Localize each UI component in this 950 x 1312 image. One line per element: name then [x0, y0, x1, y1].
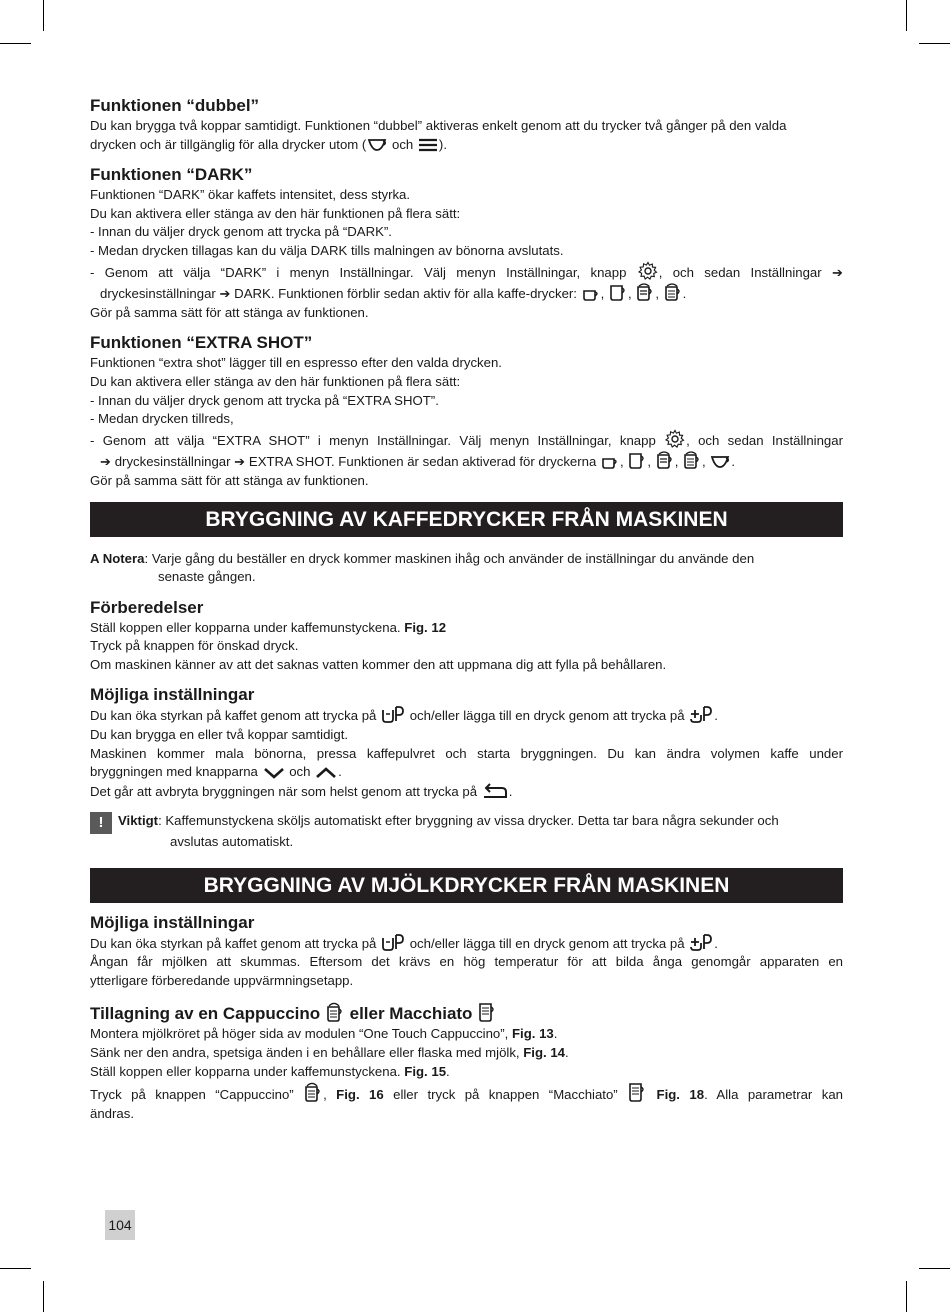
text: .	[731, 454, 736, 470]
text: Du kan öka styrkan på kaffet genom att trycka på	[90, 708, 381, 724]
coffee-pot-icon	[683, 450, 701, 470]
strength-icon	[381, 706, 405, 724]
text: eller tryck på knappen “Macchiato”	[383, 1087, 628, 1103]
coffee-cup-icon	[628, 452, 646, 470]
text: - Genom att välja “DARK” i menyn Inställningar. Välj menyn Inställningar, knapp	[90, 264, 627, 280]
list-item-continued	[90, 282, 843, 304]
text	[647, 1087, 656, 1102]
text: ,	[674, 454, 679, 470]
long-coffee-icon	[656, 450, 674, 470]
note-text-continued: senaste gången.	[158, 569, 256, 585]
crop-mark	[919, 1268, 950, 1269]
list-item: - Innan du väljer dryck genom att trycka på “EXTRA SHOT”.	[90, 392, 439, 408]
text: ,	[655, 286, 659, 302]
figure-ref: Fig. 12	[404, 619, 447, 635]
section-dark	[90, 165, 843, 322]
gear-icon	[665, 429, 685, 449]
text: , och sedan Inställningar ➔	[658, 264, 844, 280]
figure-ref: Fig. 15	[404, 1063, 447, 1079]
paragraph: Om maskinen känner av att det saknas vatten kommer den att uppmana dig att fylla på behållaren.	[90, 656, 667, 672]
text: .	[553, 1026, 558, 1042]
text: Tillagning av en Cappuccino	[90, 1004, 325, 1024]
macchiato-icon	[628, 1081, 646, 1103]
warning-label: Viktigt	[118, 813, 159, 829]
section-title: Funktionen “DARK”	[90, 165, 253, 185]
text: :	[158, 813, 166, 829]
section-extra-shot	[90, 333, 843, 490]
list-item: - Medan drycken tillagas kan du välja DARK tills malningen av bönorna avslutats.	[90, 242, 564, 258]
text: Ställ koppen eller kopparna under kaffemunstyckena.	[90, 619, 405, 635]
crop-mark	[0, 1268, 31, 1269]
section-forberedelser	[90, 598, 843, 675]
section-title: Möjliga inställningar	[90, 685, 255, 705]
back-arrow-icon	[482, 782, 508, 800]
text: bryggningen med knapparna	[90, 764, 262, 780]
paragraph	[90, 763, 843, 782]
paragraph	[90, 1081, 843, 1105]
text: .	[446, 1063, 450, 1079]
cappuccino-icon	[304, 1081, 322, 1103]
text: .	[714, 935, 718, 951]
long-coffee-icon	[636, 282, 654, 302]
section-mojliga-installningar-milk	[90, 913, 843, 991]
text: eller Macchiato	[344, 1004, 478, 1024]
text: ,	[702, 454, 706, 470]
warning-row	[118, 812, 843, 831]
text: ,	[647, 454, 652, 470]
figure-ref: Fig. 13	[511, 1026, 554, 1042]
paragraph: Funktionen “DARK” ökar kaffets intensitet, dess styrka.	[90, 187, 411, 203]
macchiato-icon	[478, 1001, 496, 1023]
crop-mark	[906, 1281, 907, 1312]
paragraph	[90, 1025, 843, 1044]
paragraph: Du kan aktivera eller stänga av den här funktionen på flera sätt:	[90, 373, 461, 389]
section-title: Funktionen “dubbel”	[90, 96, 260, 115]
paragraph: Tryck på knappen för önskad dryck.	[90, 638, 299, 654]
paragraph: Gör på samma sätt för att stänga av funktionen.	[90, 472, 369, 488]
warning-text: Kaffemunstyckena sköljs automatiskt efter bryggning av vissa drycker. Detta tar bara några sekunder och	[165, 813, 779, 829]
text: . Alla parametrar kan	[704, 1087, 843, 1103]
text: ).	[438, 136, 447, 152]
figure-ref: Fig. 16	[336, 1087, 384, 1103]
espresso-icon	[601, 454, 619, 470]
warning-body	[118, 812, 843, 851]
text: och	[285, 764, 315, 780]
text: Det går att avbryta bryggningen när som helst genom att trycka på	[90, 783, 481, 799]
text: Montera mjölkröret på höger sida av modulen “One Touch Cappuccino”,	[90, 1026, 512, 1042]
espresso-icon	[582, 286, 600, 302]
text: .	[714, 708, 718, 724]
text: och/eller lägga till en dryck genom att trycka på	[406, 708, 689, 724]
warning-note	[90, 812, 843, 851]
paragraph	[90, 782, 843, 802]
text: , och sedan Inställningar	[686, 432, 843, 448]
paragraph: Du kan brygga en eller två koppar samtidigt.	[90, 727, 349, 743]
paragraph	[90, 619, 843, 638]
paragraph	[90, 1063, 843, 1082]
text: Sänk ner den andra, spetsiga änden i en behållare eller flaska med mjölk,	[90, 1045, 524, 1060]
figure-ref: Fig. 14	[523, 1045, 566, 1060]
paragraph	[90, 706, 843, 726]
paragraph: Du kan brygga två koppar samtidigt. Funktionen “dubbel” aktiveras enkelt genom att du trycker två gånger på den valda	[90, 118, 787, 133]
coffee-pot-icon	[664, 282, 682, 302]
paragraph: Gör på samma sätt för att stänga av funktionen.	[90, 304, 369, 320]
text: ,	[323, 1087, 337, 1103]
text: .	[338, 764, 342, 780]
text: - Genom att välja “EXTRA SHOT” i menyn Inställningar. Välj menyn Inställningar, knapp	[90, 432, 656, 448]
section-dubbel	[90, 96, 843, 154]
text: och/eller lägga till en dryck genom att trycka på	[406, 935, 689, 951]
section-banner: BRYGGNING AV MJÖLKDRYCKER FRÅN MASKINEN	[90, 868, 843, 903]
text: .	[565, 1045, 569, 1060]
list-item-continued	[90, 450, 843, 472]
paragraph	[90, 136, 843, 155]
paragraph: ytterligare förberedande uppvärmningsetapp.	[90, 972, 354, 988]
text: :	[144, 550, 152, 566]
crop-mark	[43, 0, 44, 31]
text: .	[682, 286, 687, 302]
crop-mark	[906, 0, 907, 31]
text: och	[388, 136, 417, 152]
warning-icon: !	[90, 812, 112, 834]
cup-wide-icon	[710, 454, 730, 470]
section-title: Möjliga inställningar	[90, 912, 255, 932]
cappuccino-icon	[326, 1001, 344, 1023]
text: ,	[620, 454, 624, 470]
text: .	[508, 783, 513, 799]
chevron-up-icon	[315, 766, 337, 780]
gear-icon	[638, 261, 658, 281]
menu-lines-icon	[418, 137, 438, 153]
chevron-down-icon	[263, 766, 285, 780]
add-shot-icon	[689, 706, 713, 724]
note-label: A Notera	[90, 550, 145, 566]
list-item: - Innan du väljer dryck genom att trycka på “DARK”.	[90, 224, 392, 240]
page-content	[90, 96, 843, 1134]
paragraph: ändras.	[90, 1105, 134, 1121]
list-item: - Medan drycken tillreds,	[90, 411, 234, 427]
text: ,	[600, 286, 605, 302]
note-text: Varje gång du beställer en dryck kommer maskinen ihåg och använder de inställningar du använde den	[151, 550, 755, 566]
section-title: Funktionen “EXTRA SHOT”	[90, 333, 313, 353]
section-title: Förberedelser	[90, 597, 204, 617]
paragraph	[90, 934, 843, 954]
paragraph: Ångan får mjölken att skummas. Eftersom det krävs en hög temperatur för att bilda ånga genomgår apparaten en	[90, 954, 843, 970]
text: dryckesinställningar ➔ DARK. Funktionen förblir sedan aktiv för alla kaffe-drycker:	[100, 286, 577, 302]
page-number: 104	[105, 1210, 135, 1240]
text: ,	[627, 286, 632, 302]
warning-text-continued: avslutas automatiskt.	[170, 834, 294, 850]
list-item	[90, 261, 843, 283]
figure-ref: Fig. 18	[656, 1087, 705, 1103]
text: ➔ dryckesinställningar ➔ EXTRA SHOT. Funktionen är sedan aktiverad för dryckerna	[100, 454, 597, 470]
text: Tryck på knappen “Cappuccino”	[90, 1087, 304, 1103]
coffee-cup-icon	[609, 284, 627, 302]
section-banner: BRYGGNING AV KAFFEDRYCKER FRÅN MASKINEN	[90, 502, 843, 537]
paragraph: Maskinen kommer mala bönorna, pressa kaffepulvret och starta bryggningen. Du kan ändra volymen kaffe under	[90, 745, 843, 761]
paragraph: Funktionen “extra shot” lägger till en espresso efter den valda drycken.	[90, 355, 502, 371]
cup-wide-icon	[367, 137, 387, 153]
text: drycken och är tillgänglig för alla drycker utom (	[90, 136, 367, 152]
paragraph	[90, 1044, 843, 1063]
section-mojliga-installningar	[90, 685, 843, 801]
paragraph: Du kan aktivera eller stänga av den här funktionen på flera sätt:	[90, 205, 461, 221]
text: Du kan öka styrkan på kaffet genom att trycka på	[90, 935, 381, 951]
text: Ställ koppen eller kopparna under kaffemunstyckena.	[90, 1063, 405, 1079]
crop-mark	[43, 1281, 44, 1312]
section-cappuccino	[90, 1001, 843, 1123]
note-row	[90, 550, 843, 569]
strength-icon	[381, 934, 405, 952]
list-item	[90, 429, 843, 451]
note	[90, 550, 843, 587]
section-title	[90, 1001, 843, 1024]
crop-mark	[919, 43, 950, 44]
add-shot-icon	[689, 934, 713, 952]
crop-mark	[0, 43, 31, 44]
